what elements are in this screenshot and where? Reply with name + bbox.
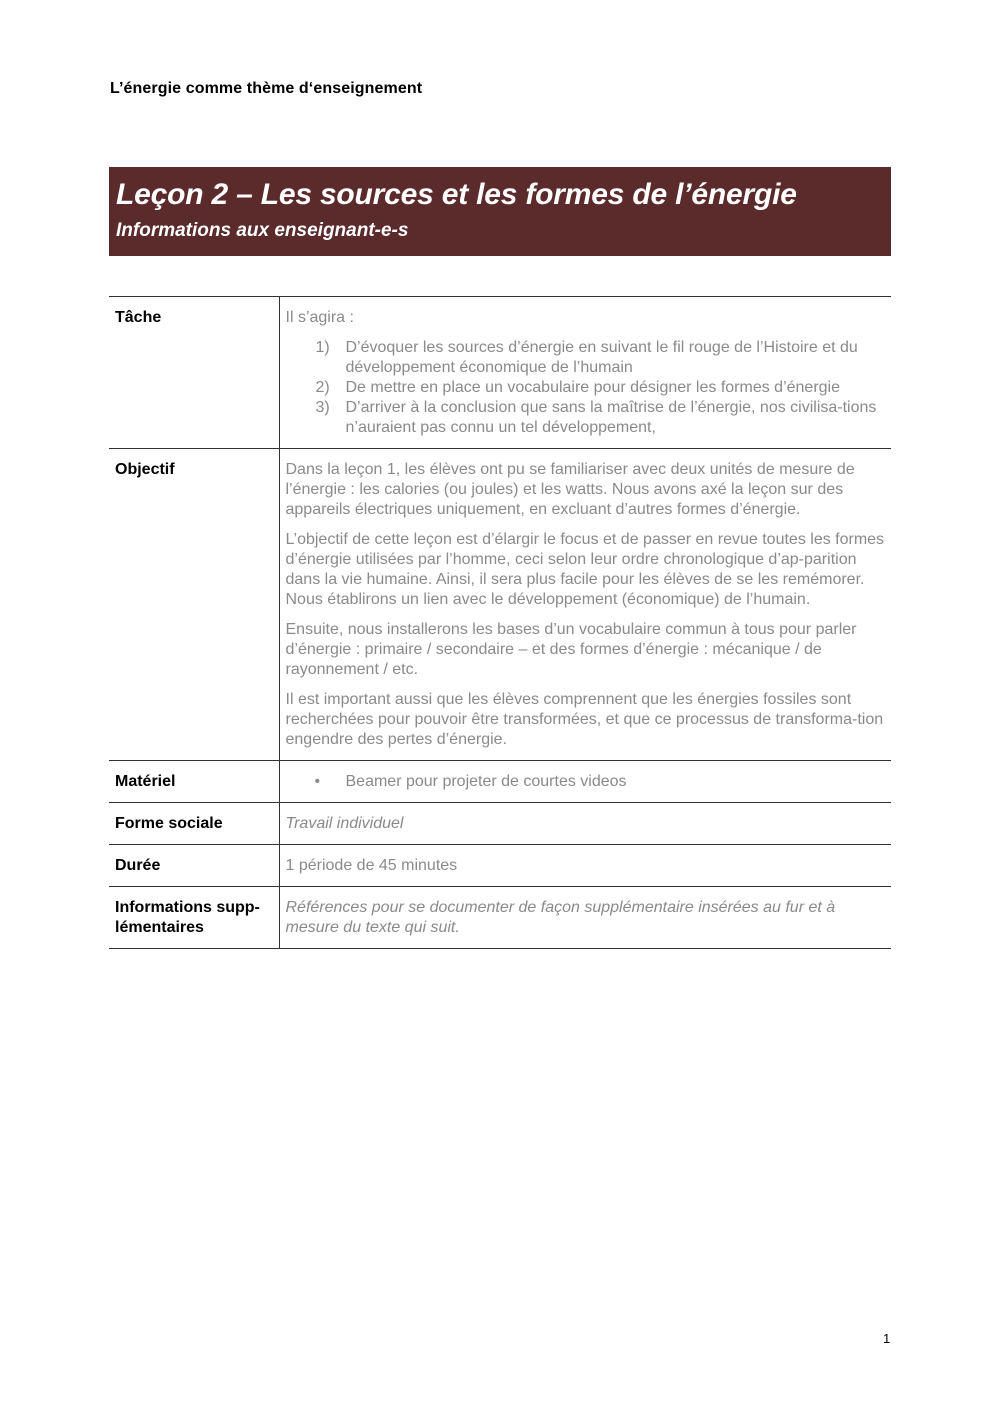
materiel-text: Beamer pour projeter de courtes videos — [345, 773, 627, 790]
task-number: 2) — [315, 379, 330, 396]
label-materiel: Matériel — [109, 761, 279, 803]
label-tache: Tâche — [109, 297, 279, 449]
task-text: D’arriver à la conclusion que sans la maîtrise de l’énergie, nos civilisa-tions n’auraient pas connu un tel développement, — [345, 399, 877, 436]
task-list — [286, 338, 886, 438]
lesson-subtitle: Informations aux enseignant-e-s — [116, 220, 409, 241]
task-text: De mettre en place un vocabulaire pour désigner les formes d’énergie — [345, 379, 840, 396]
row-forme-sociale — [109, 803, 891, 845]
content-materiel — [279, 761, 891, 803]
row-materiel — [109, 761, 891, 803]
row-informations — [109, 887, 891, 949]
page-number: 1 — [883, 1331, 891, 1346]
task-item — [286, 338, 886, 378]
content-informations: Références pour se documenter de façon supplémentaire insérées au fur et à mesure du texte qui suit. — [279, 887, 891, 949]
content-objectif — [279, 449, 891, 761]
label-informations: Informations supp-lémentaires — [109, 887, 279, 949]
task-item — [286, 378, 886, 398]
materiel-item — [286, 772, 886, 792]
objectif-paragraph: Dans la leçon 1, les élèves ont pu se familiariser avec deux unités de mesure de l’énergie : les calories (ou joules) et les watts. Nous avons axé la leçon sur des appareils électriques uniquement, en excluant d’autres formes d’énergie. — [285, 461, 855, 518]
task-item — [286, 398, 886, 438]
objectif-paragraph: Il est important aussi que les élèves comprennent que les énergies fossiles sont recherchées pour pouvoir être transformées, et que ce processus de transforma-tion engendre des pertes d’énergie. — [285, 691, 884, 748]
row-duree — [109, 845, 891, 887]
label-forme-sociale: Forme sociale — [109, 803, 279, 845]
task-number: 3) — [315, 399, 330, 416]
label-objectif: Objectif — [109, 449, 279, 761]
label-duree: Durée — [109, 845, 279, 887]
content-duree: 1 période de 45 minutes — [279, 845, 891, 887]
running-header: L’énergie comme thème d‘enseignement — [110, 80, 423, 97]
objectif-paragraph: L’objectif de cette leçon est d’élargir le focus et de passer en revue toutes les formes d’énergie utilisées par l’homme, ceci selon leur ordre chronologique d’ap-parition dans la vie humaine. Ainsi, il sera plus facile pour les élèves de se les remémorer. Nous établirons un lien avec le développement (économique) de l’humain. — [285, 531, 885, 608]
task-number: 1) — [315, 339, 330, 356]
row-objectif — [109, 449, 891, 761]
materiel-list — [286, 772, 886, 792]
objectif-paragraph: Ensuite, nous installerons les bases d’un vocabulaire commun à tous pour parler d’énergie : primaire / secondaire – et des formes d’énergie : mécanique / de rayonnement / etc. — [285, 621, 857, 678]
task-text: D’évoquer les sources d’énergie en suivant le fil rouge de l’Histoire et du développement économique de l’humain — [345, 339, 858, 376]
title-banner — [109, 167, 891, 256]
content-tache — [279, 297, 891, 449]
content-forme-sociale: Travail individuel — [279, 803, 891, 845]
row-tache — [109, 297, 891, 449]
lesson-info-table — [109, 296, 891, 949]
bullet-icon: • — [314, 773, 321, 790]
lesson-title: Leçon 2 – Les sources et les formes de l’énergie — [116, 178, 797, 211]
tache-intro: Il s’agira : — [285, 309, 354, 326]
